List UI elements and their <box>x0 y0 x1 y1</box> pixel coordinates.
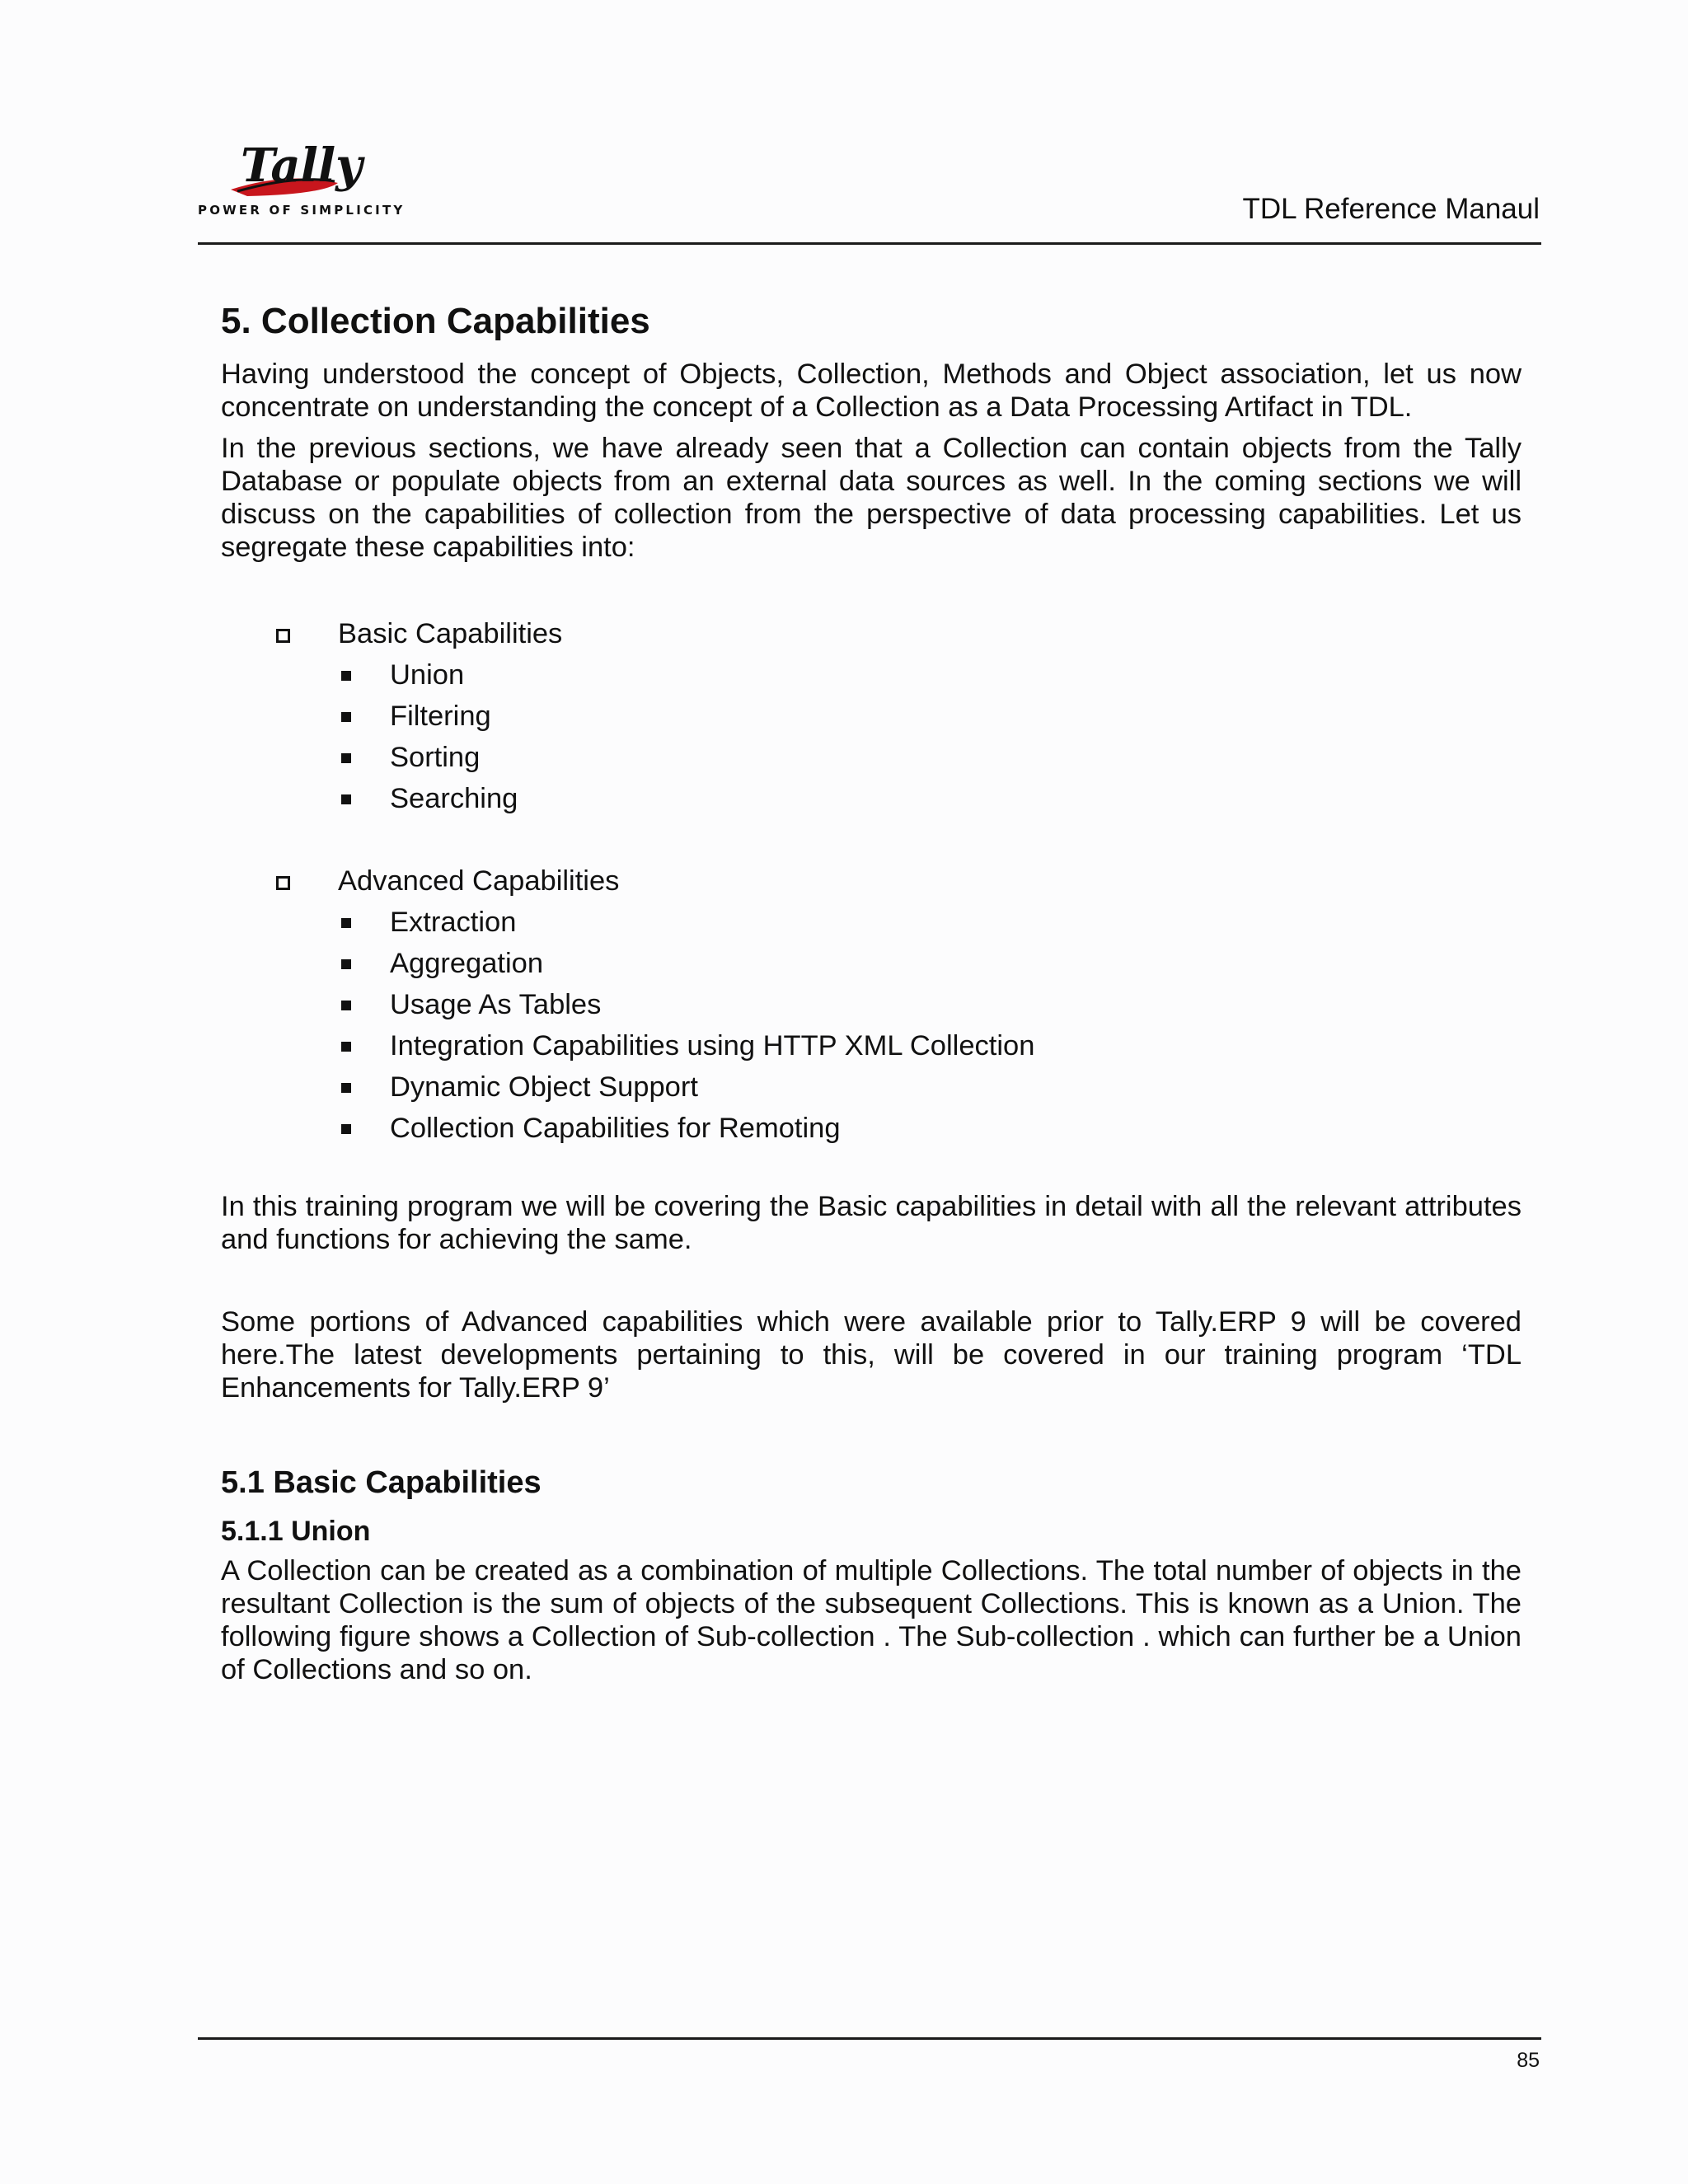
list-item <box>221 1108 1522 1149</box>
list-item-label: Sorting <box>390 742 481 773</box>
list-item <box>221 902 1522 943</box>
list-item-label: Basic Capabilities <box>338 618 563 649</box>
square-bullet-icon <box>341 671 351 681</box>
page-number: 85 <box>1517 2049 1540 2072</box>
logo-tagline: POWER OF SIMPLICITY <box>198 203 406 218</box>
square-bullet-icon <box>341 959 351 969</box>
square-bullet-icon <box>341 1124 351 1134</box>
capability-group-basic <box>221 613 1522 819</box>
square-bullet-icon <box>341 1001 351 1010</box>
list-item <box>221 737 1522 778</box>
header-rule <box>198 242 1541 245</box>
list-item-label: Extraction <box>390 907 517 938</box>
list-item-label: Union <box>390 659 465 691</box>
list-item-label: Collection Capabilities for Remoting <box>390 1113 841 1144</box>
document-title: TDL Reference Manaul <box>1242 193 1540 225</box>
tally-logo-mark <box>198 132 387 201</box>
section-heading: 5.1 Basic Capabilities <box>221 1465 542 1500</box>
closing-paragraph-1: In this training program we will be covering the Basic capabilities in detail with all the relevant attributes and functions for achieving the same. <box>221 1191 1522 1255</box>
list-item <box>221 778 1522 819</box>
square-bullet-icon <box>341 1083 351 1093</box>
square-bullet-icon <box>341 753 351 763</box>
square-bullet-icon <box>341 918 351 928</box>
square-bullet-icon <box>341 794 351 804</box>
tally-logo <box>198 132 406 223</box>
list-item-label: Filtering <box>390 701 491 732</box>
list-item <box>221 984 1522 1025</box>
logo-wordmark: Tally <box>241 138 363 193</box>
hollow-square-bullet-icon <box>276 629 290 643</box>
list-item-label: Searching <box>390 783 518 814</box>
subsection-heading: 5.1.1 Union <box>221 1516 371 1547</box>
intro-paragraph-1: Having understood the concept of Objects, Collection, Methods and Object association, let us now concentrate on understanding the concept of a Collection as a Data Processing Artifact in TDL. <box>221 359 1522 423</box>
list-item <box>221 654 1522 696</box>
page-content <box>221 297 1522 1686</box>
square-bullet-icon <box>341 712 351 722</box>
intro-paragraph-2: In the previous sections, we have already seen that a Collection can contain objects from the Tally Database or populate objects from an external data sources as well. In the coming sections we will discuss on the capabilities of collection from the perspective of data processing capabilities. Let us segregate these capabilities into: <box>221 433 1522 563</box>
list-item <box>221 860 1522 902</box>
footer-rule <box>198 2037 1541 2040</box>
list-item <box>221 943 1522 984</box>
list-item-label: Advanced Capabilities <box>338 865 620 897</box>
hollow-square-bullet-icon <box>276 876 290 890</box>
closing-paragraph-2: Some portions of Advanced capabilities which were available prior to Tally.ERP 9 will be covered here.The latest developments pertaining to this, will be covered in our training program ‘TDL Enhancements for Tally.ERP 9’ <box>221 1306 1522 1404</box>
list-item <box>221 613 1522 654</box>
chapter-heading: 5. Collection Capabilities <box>221 301 650 341</box>
list-item-label: Aggregation <box>390 948 544 979</box>
list-item-label: Usage As Tables <box>390 989 602 1020</box>
list-item <box>221 1066 1522 1108</box>
union-paragraph: A Collection can be created as a combination of multiple Collections. The total number of objects in the resultant Collection is the sum of objects of the subsequent Collections. This is known as a Union. The following figure shows a Collection of Sub-collection . The Sub-collection . which can further be a Union of Collections and so on. <box>221 1555 1522 1685</box>
list-item <box>221 696 1522 737</box>
list-item-label: Dynamic Object Support <box>390 1071 698 1103</box>
capabilities-list <box>221 613 1522 1149</box>
list-item-label: Integration Capabilities using HTTP XML Collection <box>390 1030 1035 1062</box>
capability-group-advanced <box>221 860 1522 1149</box>
list-item <box>221 1025 1522 1066</box>
square-bullet-icon <box>341 1042 351 1052</box>
